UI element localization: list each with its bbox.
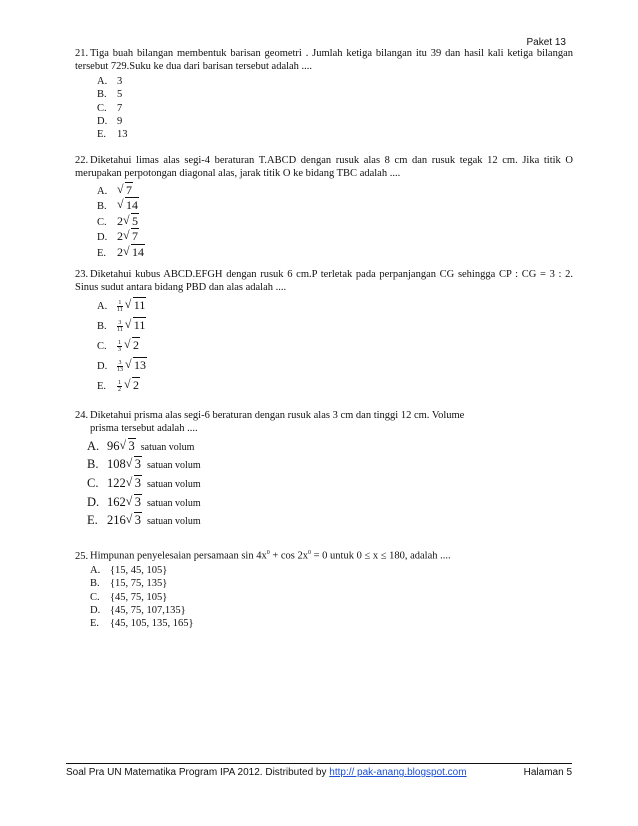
options-21 [75,75,573,142]
question-24-text: 24. Diketahui prisma alas segi-6 beraturan dengan rusuk alas 3 cm dan tinggi 12 cm. Volume [75,410,465,421]
question-24-text-cont: prisma tersebut adalah .... [90,423,198,435]
option-e: E. $\frac{1}{2}$ √ 2 [75,379,573,399]
question-22-text: 22. Diketahui limas alas segi-4 beraturan T.ABCD dengan rusuk alas 8 cm dan rusuk tegak 12 cm. Jika titik O merupakan perpotongan diagonal alas, jarak titik O ke bidang TBC adalah .... [75,155,573,180]
question-number: 23. [75,269,89,280]
option-d: D. 162√ 3 satuan volum [75,496,573,515]
question-24 [75,409,573,533]
question-number: 21. [75,48,89,59]
option-b: B. 5 [97,89,123,101]
question-22 [75,154,573,261]
option-b: B. 108√ 3 satuan volum [75,458,573,477]
options-23 [75,299,573,399]
option-a: A. 96√ 3 satuan volum [75,440,573,459]
option-c: C. 2√ 5 [75,215,573,231]
option-c: C. $\frac{1}{3}$ √ 2 [75,339,573,359]
option-a: A. $\frac{1}{11}$ √ 11 [75,299,573,319]
footer-text: Soal Pra UN Matematika Program IPA 2012. Distributed by [66,767,330,778]
option-a: A. 3 [97,75,123,87]
option-e: E. 13 [97,129,128,141]
option-a: A. {15, 45, 105} [90,564,168,576]
option-d: D. {45, 75, 107,135} [90,605,186,617]
option-e: E. {45, 105, 135, 165} [90,618,194,630]
page-number: Halaman 5 [523,767,572,778]
option-b: B. $\frac{3}{11}$ √ 11 [75,319,573,339]
question-25 [75,547,573,631]
option-d: D. 2√ 7 [75,230,573,246]
option-b: B.√ 14 [75,199,573,215]
page-footer [66,767,572,778]
footer-divider [66,763,572,764]
question-21 [75,47,573,142]
question-number: 25. [75,550,89,562]
option-b: B. {15, 75, 135} [90,578,168,590]
options-24 [75,440,573,533]
question-number: 24. [75,410,89,421]
options-25 [75,564,573,631]
option-c: C. {45, 75, 105} [90,591,168,603]
option-d: D. 9 [97,115,123,127]
question-25-text: 25. Himpunan penyelesaian persamaan $\sin 4x^0 + \cos 2x^0 = 0$ untuk 0 ≤ x ≤ 180, adalah .... [75,550,451,562]
options-22 [75,184,573,262]
option-e: E. 216√ 3 satuan volum [75,514,573,533]
question-23 [75,268,573,399]
option-d: D. $\frac{3}{13}$ √ 13 [75,359,573,379]
question-23-text: 23. Diketahui kubus ABCD.EFGH dengan rusuk 6 cm.P terletak pada perpanjangan CG sehingga CP : CG = 3 : 2. Sinus sudut antara bidang PBD dan alas adalah .... [75,269,573,294]
option-e: E. 2√ 14 [75,246,573,262]
footer-link[interactable]: http:// pak-anang.blogspot.com [329,767,467,778]
option-a: A.√ 7 [75,184,573,200]
option-c: C. 7 [97,102,123,114]
question-21-text: 21. Tiga buah bilangan membentuk barisan geometri . Jumlah ketiga bilangan itu 39 dan hasil kali ketiga bilangan tersebut 729.Suku ke dua dari barisan tersebut adalah .... [75,48,573,73]
option-c: C. 122√ 3 satuan volum [75,477,573,496]
question-number: 22. [75,155,89,166]
page-header: Paket 13 [526,37,566,48]
